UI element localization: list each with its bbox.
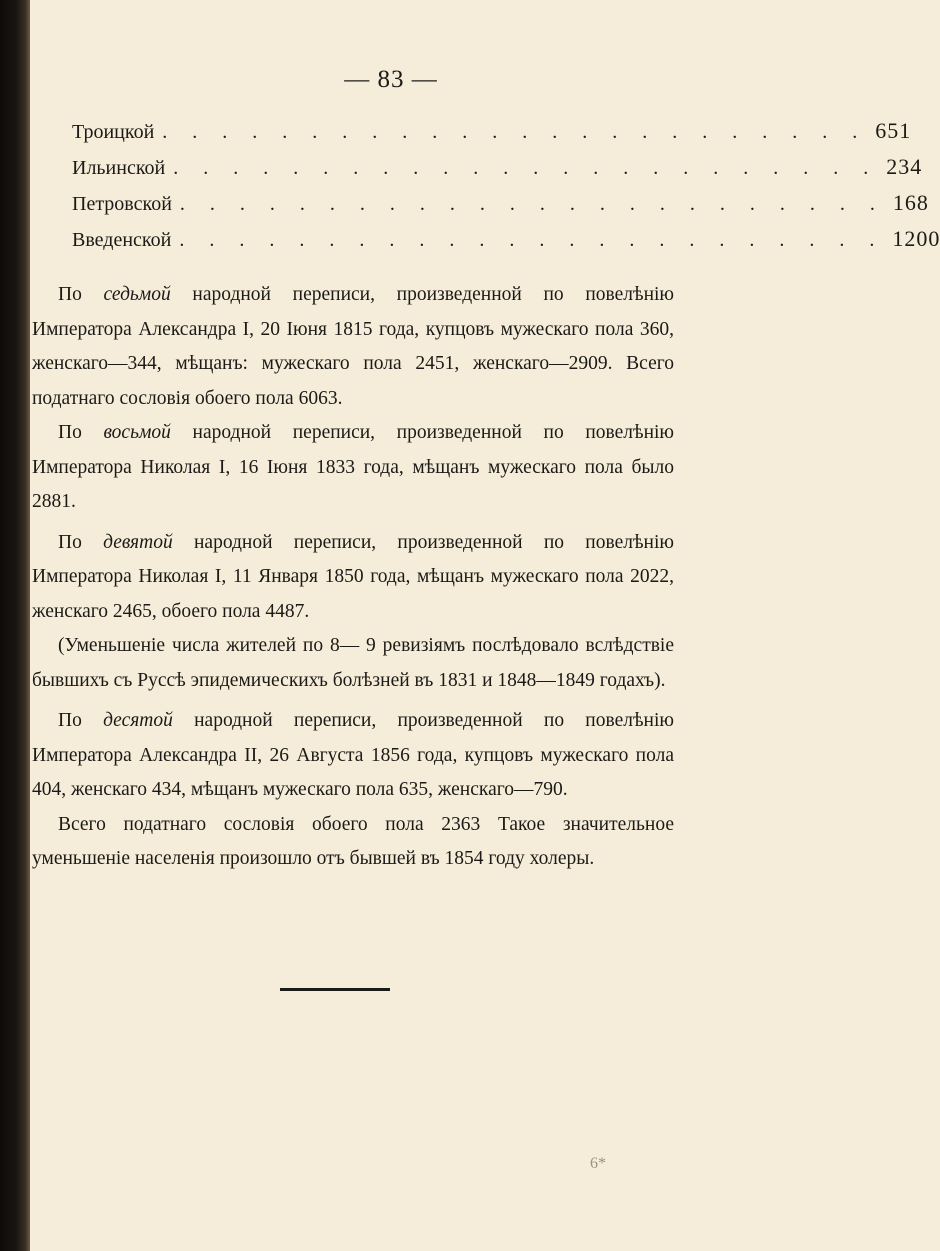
list-item-value: 168 bbox=[892, 190, 929, 215]
list-item-label: Ильинской bbox=[72, 157, 166, 179]
book-spine-shadow bbox=[0, 0, 30, 1251]
paragraph bbox=[32, 704, 674, 808]
list-item bbox=[72, 226, 940, 262]
paragraph bbox=[32, 808, 674, 877]
paragraph-text: народной переписи, произведенной по повелѣнію Императора Николая I, 11 Января 1850 года, мѣщанъ мужескаго пола 2022, женскаго 2465, обоего пола 4487. bbox=[32, 531, 674, 622]
signature-mark: 6* bbox=[590, 1155, 606, 1172]
list-item-label: Введенской bbox=[72, 229, 172, 251]
list-item bbox=[72, 190, 929, 226]
paragraph-emphasis: седьмой bbox=[103, 284, 171, 305]
dot-leader: . . . . . . . . . . . . . . . . . . . . . . . . bbox=[173, 157, 879, 179]
paragraph-text: народной переписи, произведенной по повелѣнію Императора Александра II, 26 Августа 1856 года, купцовъ мужескаго пола 404, женскаго 434, мѣщанъ мужескаго пола 635, женскаго—790. bbox=[32, 710, 674, 800]
paragraph-text: (Уменьшеніе числа жителей по 8— 9 ревизіямъ послѣдовало вслѣдствіе бывшихъ съ Руссѣ эпидемическихъ болѣзней въ 1831 и 1848—1849 годахъ). bbox=[32, 635, 674, 691]
paragraph-lead: По bbox=[58, 284, 104, 305]
paragraph bbox=[32, 526, 674, 630]
paragraph-emphasis: восьмой bbox=[103, 422, 171, 443]
list-item-value: 234 bbox=[886, 154, 923, 179]
dot-leader: . . . . . . . . . . . . . . . . . . . . . . . . bbox=[162, 121, 868, 143]
list-item-value: 651 bbox=[875, 118, 912, 143]
paragraph-emphasis: десятой bbox=[103, 710, 173, 731]
list-item-label: Троицкой bbox=[72, 121, 155, 143]
paragraph-text: Всего податнаго сословія обоего пола 2363 Такое значительное уменьшеніе населенія произошло отъ бывшей въ 1854 году холеры. bbox=[32, 813, 674, 869]
paragraph-emphasis: девятой bbox=[103, 531, 173, 553]
paragraph bbox=[32, 278, 674, 416]
paragraph-text: народной переписи, произведенной по повелѣнію Императора Александра I, 20 Іюня 1815 года, купцовъ мужескаго пола 360, женскаго—344, мѣщанъ: мужескаго пола 2451, женскаго—2909. Всего податнаго сословія обоего пола 6063. bbox=[32, 284, 674, 409]
dot-leader: . . . . . . . . . . . . . . . . . . . . . . . . bbox=[179, 229, 885, 251]
list-item bbox=[72, 154, 923, 190]
paragraph-text: народной переписи, произведенной по повелѣнію Императора Николая I, 16 Іюня 1833 года, мѣщанъ мужескаго пола было 2881. bbox=[32, 422, 674, 512]
paragraph bbox=[32, 416, 674, 520]
list-item-label: Петровской bbox=[72, 193, 172, 215]
body-text bbox=[32, 278, 674, 877]
church-list bbox=[72, 118, 940, 262]
page-number: — 83 — bbox=[344, 66, 438, 93]
paragraph-lead: По bbox=[58, 710, 104, 731]
paragraph-lead: По bbox=[58, 422, 104, 443]
paragraph bbox=[32, 629, 674, 698]
dot-leader: . . . . . . . . . . . . . . . . . . . . . . . . bbox=[179, 193, 885, 215]
list-item-value: 1200 bbox=[892, 226, 940, 251]
section-divider bbox=[280, 988, 390, 991]
list-item bbox=[72, 118, 912, 154]
paragraph-lead: По bbox=[58, 531, 104, 553]
